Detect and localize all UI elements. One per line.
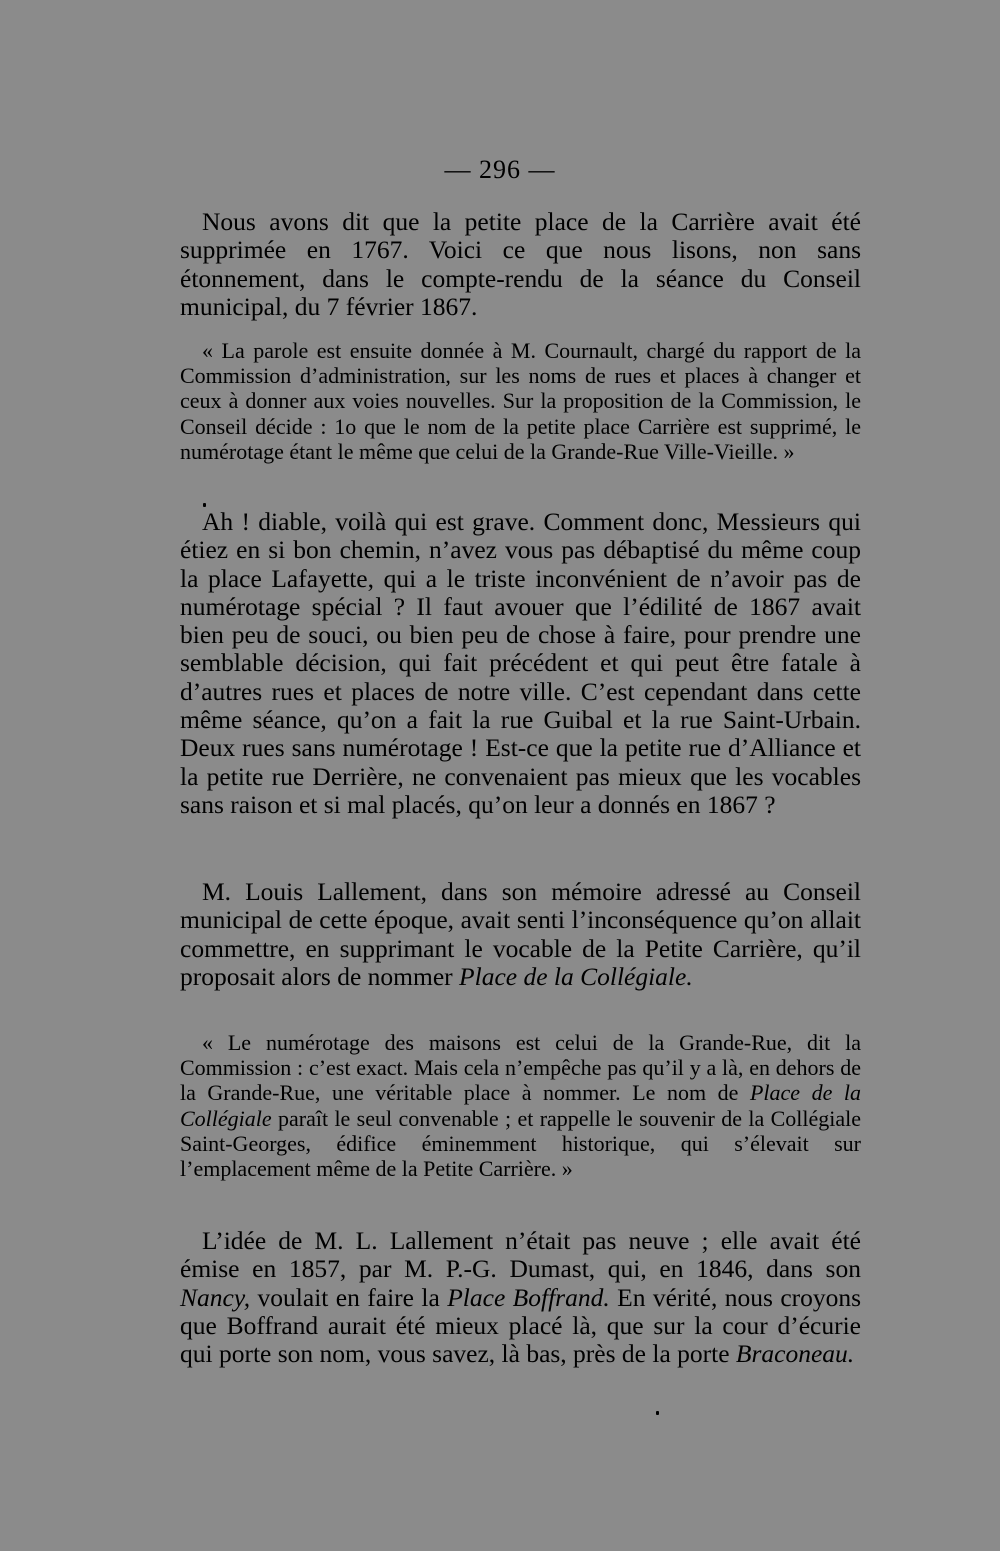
paragraph-4-italic-3: Braconeau. bbox=[735, 1339, 855, 1369]
paragraph-1-text: Nous avons dit que la petite place de la Carrière avait été supprimée en 1767. Voici ce que nous lisons, non sans étonnement, dans le compte-rendu de la séance du Conseil municipal, du 7 février 1867. bbox=[180, 207, 861, 321]
paragraph-4-body bbox=[180, 1227, 861, 1368]
paragraph-2-text: Ah ! diable, voilà qui est grave. Comment donc, Messieurs qui étiez en si bon chemin, n’avez vous pas débaptisé du même coup la place Lafayette, qui a le triste inconvénient de n’avoir pas de numérotage spécial ? Il faut avouer que l’édilité de 1867 avait bien peu de souci, ou bien peu de chose à faire, pour prendre une semblable décision, qui fait précédent et qui peut être fatale à d’autres rues et places de notre ville. C’est cependant dans cette même séance, qu’on a fait la rue Guibal et la rue Saint-Urbain. Deux rues sans numérotage ! Est-ce que la petite rue d’Alliance et la petite rue Derrière, ne convenaient pas mieux que les vocables sans raison et si mal placés, qu’on leur a donnés en 1867 ? bbox=[180, 507, 861, 819]
quotation-2-body bbox=[180, 1030, 861, 1181]
paragraph-3-body bbox=[180, 878, 861, 991]
paragraph-3 bbox=[180, 878, 861, 991]
paragraph-3-text: M. Louis Lallement, dans son mémoire adressé au Conseil municipal de cette époque, avait senti l’inconséquence qu’on allait commettre, en supprimant le vocable de la Petite Carrière, qu’il proposait alors de nommer bbox=[180, 877, 861, 991]
quotation-1-text: « La parole est ensuite donnée à M. Cournault, chargé du rapport de la Commission d’administration, sur les noms de rues et places à changer et ceux à donner aux voies nouvelles. Sur la proposition de la Commission, le Conseil décide : 1o que le nom de la petite place Carrière est supprimé, le numérotage étant le même que celui de la Grande-Rue Ville-Vieille. » bbox=[180, 338, 861, 464]
ink-speck bbox=[656, 1411, 659, 1415]
paragraph-3-italic: Place de la Collégiale. bbox=[459, 961, 693, 991]
paragraph-2 bbox=[180, 508, 861, 819]
paragraph-4-text-c: En vérité, nous croyons que Boffrand aurait été mieux placé là, que sur la cour d’écurie qui porte son nom, vous savez, là bas, près de la porte bbox=[180, 1282, 862, 1369]
paragraph-4-italic-1: Nancy, bbox=[180, 1282, 251, 1312]
paragraph-4 bbox=[180, 1227, 861, 1368]
quotation-2 bbox=[180, 1030, 861, 1181]
quotation-1 bbox=[180, 338, 861, 464]
ink-speck bbox=[203, 503, 206, 507]
quotation-2-text-b: paraît le seul convenable ; et rappelle le souvenir de la Collégiale Saint-Georges, édifice éminemment historique, qui s’élevait sur l’emplacement même de la Petite Carrière. » bbox=[180, 1105, 861, 1182]
quotation-2-text-a: « Le numérotage des maisons est celui de la Grande-Rue, dit la Commission : c’est exact. Mais cela n’empêche pas qu’il y a là, en dehors de la Grande-Rue, une véritable place à nommer. Le nom de bbox=[180, 1030, 861, 1106]
paragraph-4-italic-2: Place Boffrand. bbox=[447, 1282, 610, 1312]
paragraph-4-text-a: L’idée de M. L. Lallement n’était pas neuve ; elle avait été émise en 1857, par M. P.-G. Dumast, qui, en 1846, dans son bbox=[180, 1226, 861, 1284]
paragraph-4-text-b: voulait en faire la bbox=[257, 1282, 440, 1312]
page-number: — 296 — bbox=[444, 155, 556, 184]
quotation-2-italic: Place de la Collégiale bbox=[180, 1080, 861, 1131]
paragraph-1 bbox=[180, 208, 861, 321]
